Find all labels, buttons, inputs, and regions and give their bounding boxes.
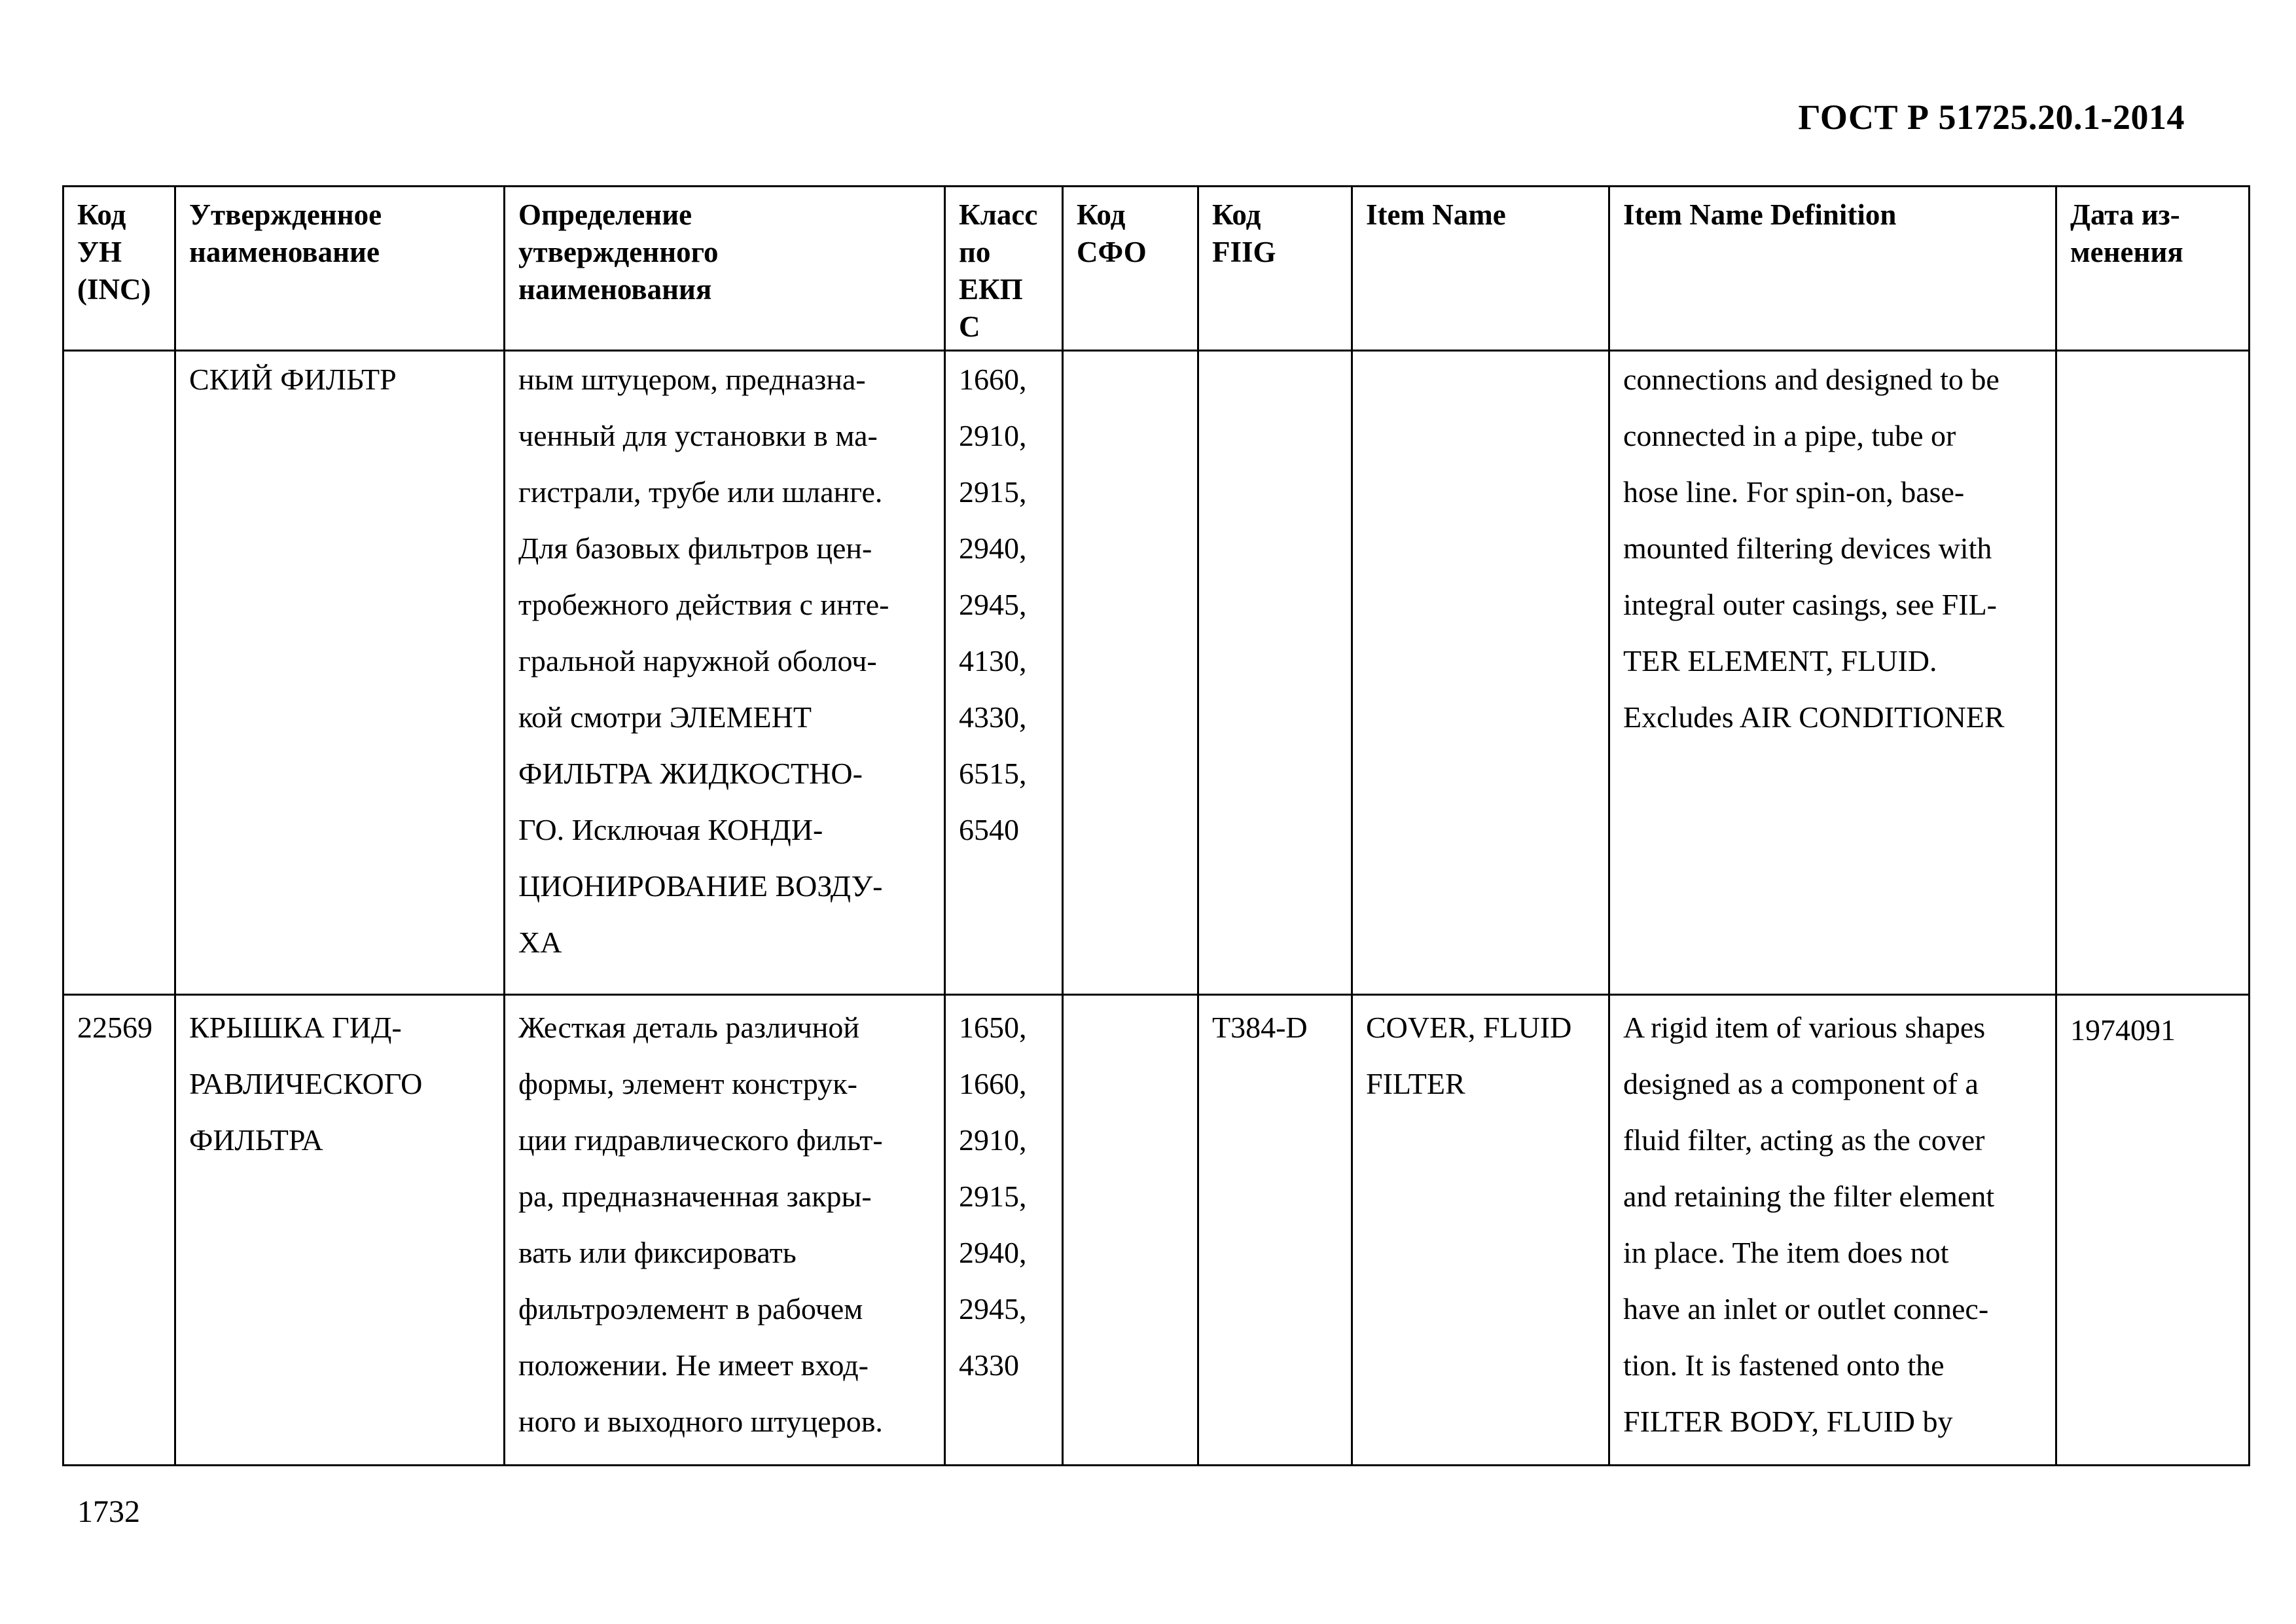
cell-text-line: ФИЛЬТРА	[189, 1123, 323, 1157]
header-name-definition-ru	[505, 187, 945, 351]
cell-text-line: 1660,	[959, 1067, 1027, 1100]
cell-text-line: ции гидравлического фильт-	[518, 1123, 883, 1157]
cell-text-line: 1660,	[959, 363, 1027, 396]
cell-text-line: утвержденного	[518, 236, 719, 268]
cell-text-line: ЦИОНИРОВАНИЕ ВОЗДУ-	[518, 869, 883, 903]
cell-text-line: ЕКП	[959, 273, 1023, 306]
cell-text-line: С	[959, 310, 980, 343]
cell-text-line: mounted filtering devices with	[1623, 532, 1992, 565]
cell-text-line: ФИЛЬТРА ЖИДКОСТНО-	[518, 757, 863, 790]
item-names-table	[62, 185, 2250, 1466]
cell-text-line: 1974091	[2070, 1013, 2176, 1047]
cell-change-date	[2056, 995, 2250, 1466]
cell-name-definition-ru	[505, 995, 945, 1466]
cell-text-line: TER ELEMENT, FLUID.	[1623, 644, 1937, 677]
cell-text-line: A rigid item of various shapes	[1623, 1011, 1986, 1044]
cell-text-line: 2910,	[959, 1123, 1027, 1157]
cell-text-line: designed as a component of a	[1623, 1067, 1979, 1100]
cell-text-line: COVER, FLUID	[1366, 1011, 1572, 1044]
cell-name-definition-ru	[505, 351, 945, 995]
cell-text-line: have an inlet or outlet connec-	[1623, 1292, 1989, 1326]
header-ekps-class	[945, 187, 1063, 351]
cell-text-line: hose line. For spin-on, base-	[1623, 475, 1965, 509]
cell-text-line: ГО. Исключая КОНДИ-	[518, 813, 823, 846]
cell-fiig-code	[1198, 351, 1352, 995]
cell-text-line: and retaining the filter element	[1623, 1180, 1995, 1213]
header-change-date	[2056, 187, 2250, 351]
cell-text-line: гральной наружной оболоч-	[518, 644, 877, 677]
cell-text-line: 4130,	[959, 644, 1027, 677]
cell-text-line: ным штуцером, предназна-	[518, 363, 866, 396]
cell-text-line: фильтроэлемент в рабочем	[518, 1292, 863, 1326]
cell-text-line: наименования	[518, 273, 712, 306]
cell-text-line: ного и выходного штуцеров.	[518, 1405, 883, 1438]
cell-text-line: формы, элемент конструк-	[518, 1067, 857, 1100]
cell-text-line: 4330,	[959, 700, 1027, 734]
cell-text-line: РАВЛИЧЕСКОГО	[189, 1067, 423, 1100]
cell-text-line: 2940,	[959, 1236, 1027, 1269]
cell-text-line: КРЫШКА ГИД-	[189, 1011, 402, 1044]
cell-text-line: Код	[1077, 198, 1126, 231]
cell-text-line: ченный для установки в ма-	[518, 419, 878, 452]
header-sfo-code	[1063, 187, 1198, 351]
cell-inc-code	[63, 995, 175, 1466]
header-item-name-definition	[1609, 187, 2056, 351]
cell-text-line: положении. Не имеет вход-	[518, 1348, 869, 1382]
header-approved-name	[175, 187, 505, 351]
header-item-name	[1352, 187, 1609, 351]
cell-text-line: наименование	[189, 236, 380, 268]
cell-text-line: СФО	[1077, 236, 1147, 268]
cell-item-name-definition	[1609, 995, 2056, 1466]
cell-text-line: Item Name	[1366, 198, 1506, 231]
cell-text-line: 4330	[959, 1348, 1019, 1382]
cell-fiig-code	[1198, 995, 1352, 1466]
header-fiig-code	[1198, 187, 1352, 351]
cell-text-line: Дата из-	[2070, 198, 2180, 231]
cell-text-line: Жесткая деталь различной	[518, 1011, 859, 1044]
table-row	[63, 351, 2250, 995]
cell-text-line: 2945,	[959, 1292, 1027, 1326]
cell-approved-name	[175, 995, 505, 1466]
cell-text-line: FILTER BODY, FLUID by	[1623, 1405, 1953, 1438]
cell-text-line: УН	[77, 236, 122, 268]
cell-text-line: кой смотри ЭЛЕМЕНТ	[518, 700, 812, 734]
cell-text-line: connected in a pipe, tube or	[1623, 419, 1956, 452]
cell-item-name-definition	[1609, 351, 2056, 995]
cell-sfo-code	[1063, 351, 1198, 995]
table-row	[63, 995, 2250, 1466]
cell-text-line: tion. It is fastened onto the	[1623, 1348, 1945, 1382]
cell-ekps-class	[945, 995, 1063, 1466]
cell-text-line: 2915,	[959, 475, 1027, 509]
cell-text-line: ХА	[518, 926, 562, 959]
cell-text-line: FIIG	[1212, 236, 1276, 268]
cell-text-line: 2945,	[959, 588, 1027, 621]
cell-text-line: in place. The item does not	[1623, 1236, 1949, 1269]
cell-text-line: Item Name Definition	[1623, 198, 1897, 231]
page-number: 1732	[77, 1494, 140, 1529]
cell-text-line: Код	[77, 198, 126, 231]
cell-text-line: 6540	[959, 813, 1019, 846]
cell-text-line: Класс	[959, 198, 1038, 231]
standard-title: ГОСТ Р 51725.20.1-2014	[1798, 98, 2185, 137]
cell-text-line: 2940,	[959, 532, 1027, 565]
cell-item-name	[1352, 995, 1609, 1466]
cell-text-line: 22569	[77, 1011, 152, 1044]
cell-item-name	[1352, 351, 1609, 995]
header-inc-code	[63, 187, 175, 351]
cell-text-line: (INC)	[77, 273, 151, 306]
cell-text-line: 2910,	[959, 419, 1027, 452]
cell-approved-name	[175, 351, 505, 995]
cell-text-line: гистрали, трубе или шланге.	[518, 475, 883, 509]
cell-text-line: по	[959, 236, 991, 268]
cell-text-line: Для базовых фильтров цен-	[518, 532, 872, 565]
cell-text-line: FILTER	[1366, 1067, 1465, 1100]
cell-text-line: Код	[1212, 198, 1261, 231]
cell-text-line: вать или фиксировать	[518, 1236, 797, 1269]
cell-ekps-class	[945, 351, 1063, 995]
cell-inc-code	[63, 351, 175, 995]
cell-text-line: СКИЙ ФИЛЬТР	[189, 363, 397, 396]
cell-text-line: Определение	[518, 198, 692, 231]
cell-text-line: fluid filter, acting as the cover	[1623, 1123, 1985, 1157]
cell-text-line: Excludes AIR CONDITIONER	[1623, 700, 2005, 734]
cell-text-line: 6515,	[959, 757, 1027, 790]
cell-text-line: ра, предназначенная закры-	[518, 1180, 872, 1213]
cell-text-line: T384-D	[1212, 1011, 1308, 1044]
cell-change-date	[2056, 351, 2250, 995]
cell-text-line: 1650,	[959, 1011, 1027, 1044]
cell-text-line: тробежного действия с инте-	[518, 588, 889, 621]
cell-text-line: 2915,	[959, 1180, 1027, 1213]
cell-text-line: connections and designed to be	[1623, 363, 2000, 396]
cell-sfo-code	[1063, 995, 1198, 1466]
cell-text-line: integral outer casings, see FIL-	[1623, 588, 1997, 621]
cell-text-line: Утвержденное	[189, 198, 382, 231]
cell-text-line: менения	[2070, 236, 2183, 268]
table-header-row	[63, 187, 2250, 351]
